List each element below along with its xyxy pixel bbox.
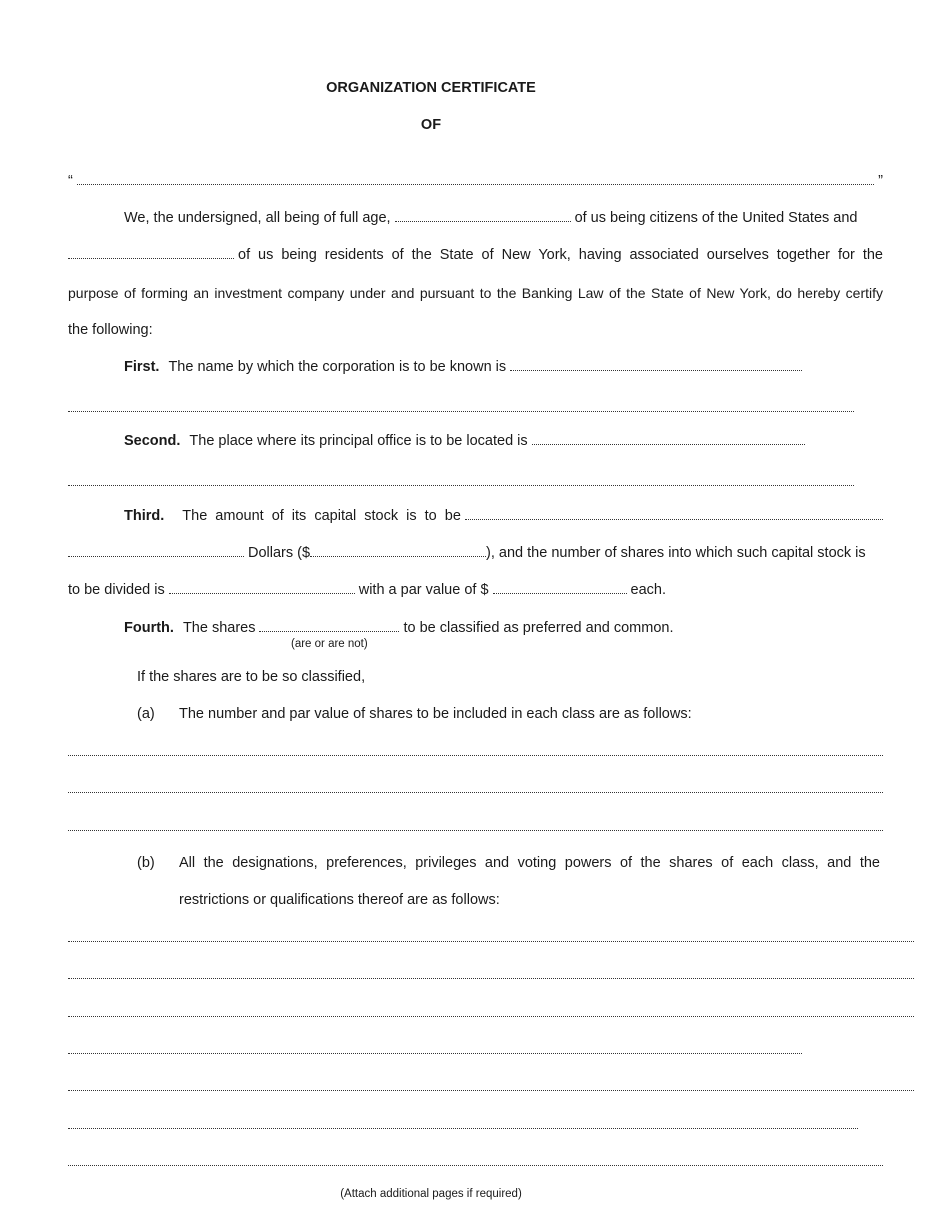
close-quote: ” — [878, 173, 883, 189]
designations-blank-2[interactable] — [68, 977, 914, 979]
divided-text: to be divided is — [68, 582, 165, 598]
corporation-name-blank-2[interactable] — [68, 410, 854, 412]
clause-b-text-1: All the designations, preferences, privileges and voting powers of the shares of each class, and the — [179, 855, 880, 871]
principal-office-blank[interactable] — [532, 443, 805, 445]
third-text: The amount of its capital stock is to be — [182, 508, 461, 524]
clause-b-text-2: restrictions or qualifications thereof are as follows: — [179, 892, 500, 908]
fourth-label: Fourth. — [124, 620, 174, 636]
second-clause — [124, 433, 809, 449]
fourth-text-b: to be classified as preferred and common. — [403, 620, 674, 636]
intro-line-1 — [124, 210, 883, 226]
first-text: The name by which the corporation is to be known is — [168, 359, 507, 375]
intro-line-2 — [68, 247, 883, 263]
par-value-text: with a par value of $ — [358, 582, 489, 598]
intro-line-3: purpose of forming an investment company under and pursuant to the Banking Law of the State of New York, do hereby certify — [68, 285, 883, 301]
are-or-are-not-hint: (are or are not) — [291, 638, 368, 650]
designations-blank-7[interactable] — [68, 1164, 883, 1166]
clause-b-marker: (b) — [137, 855, 155, 871]
class-shares-blank-3[interactable] — [68, 829, 883, 831]
are-or-are-not-blank[interactable] — [259, 630, 399, 632]
open-quote: “ — [68, 173, 73, 189]
clause-a-text: The number and par value of shares to be included in each class are as follows: — [179, 706, 692, 722]
company-name-field[interactable] — [68, 173, 883, 189]
third-line-2 — [68, 545, 883, 561]
citizens-count-blank[interactable] — [395, 220, 571, 222]
fourth-text-a: The shares — [182, 620, 256, 636]
document-title: ORGANIZATION CERTIFICATE — [326, 80, 536, 96]
document-title-of: OF — [420, 117, 442, 133]
each-text: each. — [630, 582, 666, 598]
number-of-shares-blank[interactable] — [169, 592, 355, 594]
designations-blank-1[interactable] — [68, 940, 914, 942]
intro-text-2: of us being residents of the State of New York, having associated ourselves together for the — [238, 247, 883, 263]
third-label: Third. — [124, 508, 165, 524]
capital-stock-words-blank[interactable] — [68, 555, 244, 557]
classified-text: If the shares are to be so classified, — [137, 669, 366, 685]
shares-text: ), and the number of shares into which such capital stock is — [486, 545, 866, 561]
second-label: Second. — [124, 433, 181, 449]
first-clause — [124, 359, 806, 375]
third-clause — [124, 508, 883, 524]
class-shares-blank-1[interactable] — [68, 754, 883, 756]
corporation-name-blank[interactable] — [510, 369, 802, 371]
capital-stock-amount-blank[interactable] — [465, 518, 883, 520]
first-label: First. — [124, 359, 160, 375]
footer-note: (Attach additional pages if required) — [340, 1188, 522, 1200]
designations-blank-3[interactable] — [68, 1015, 914, 1017]
designations-blank-4[interactable] — [68, 1052, 802, 1054]
intro-text-1b: of us being citizens of the United States and — [574, 210, 858, 226]
class-shares-blank-2[interactable] — [68, 791, 883, 793]
designations-blank-6[interactable] — [68, 1127, 858, 1129]
dollars-text: Dollars ($ — [248, 545, 311, 561]
clause-a-marker: (a) — [137, 706, 155, 722]
third-line-3 — [68, 582, 666, 598]
second-text: The place where its principal office is to be located is — [189, 433, 528, 449]
capital-stock-dollars-blank[interactable] — [310, 555, 486, 557]
residents-count-blank[interactable] — [68, 257, 234, 259]
designations-blank-5[interactable] — [68, 1089, 914, 1091]
fourth-clause — [124, 620, 673, 636]
par-value-blank[interactable] — [493, 592, 627, 594]
intro-line-4: the following: — [68, 322, 153, 338]
principal-office-blank-2[interactable] — [68, 484, 854, 486]
company-name-blank[interactable] — [77, 183, 874, 185]
intro-text-1a: We, the undersigned, all being of full age, — [124, 210, 391, 226]
